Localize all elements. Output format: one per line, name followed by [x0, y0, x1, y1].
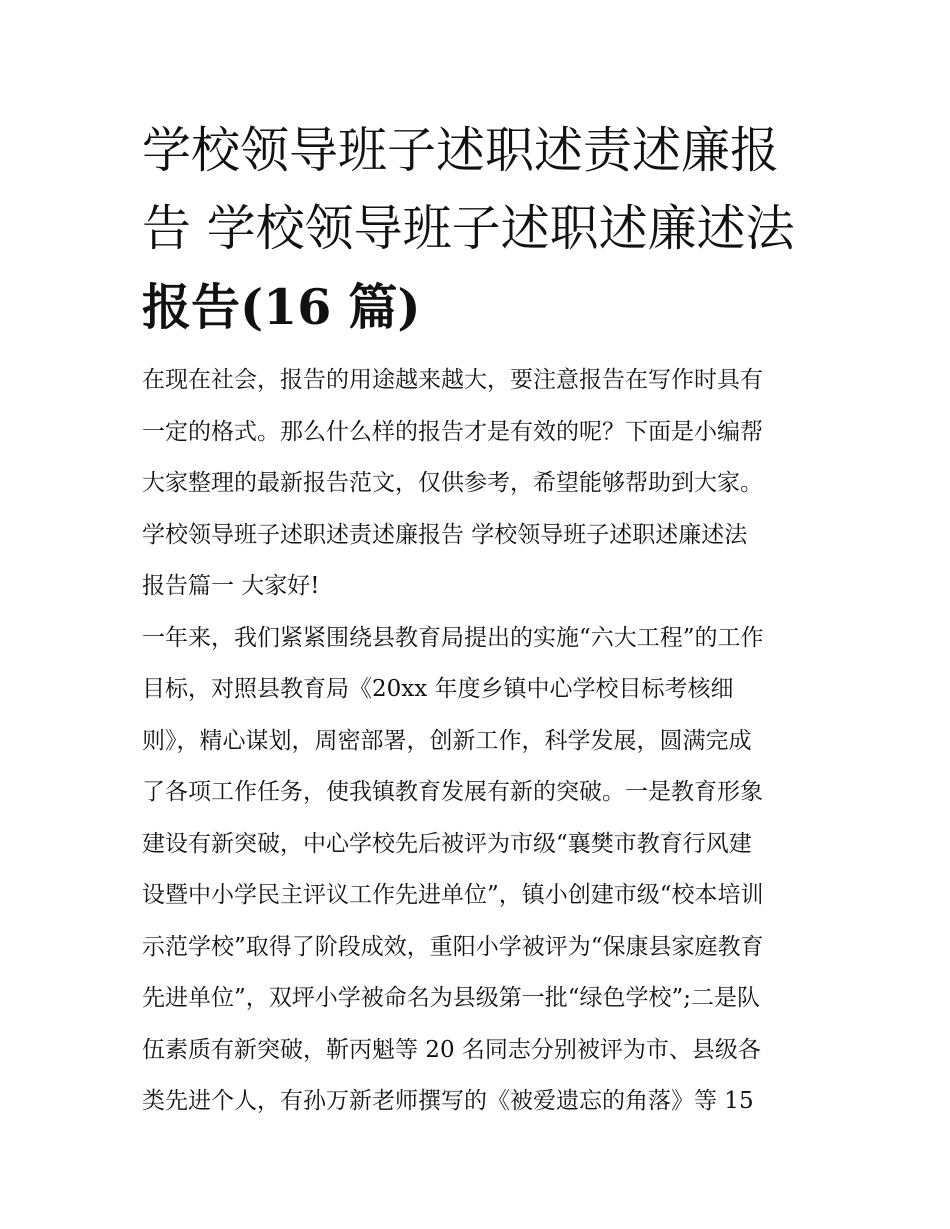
body-line: 类先进个人，有孙万新老师撰写的《被爱遗忘的角落》等 15	[142, 1088, 754, 1114]
title-line: 告 学校领导班子述职述廉述法	[142, 200, 795, 257]
body-line: 了各项工作任务，使我镇教育发展有新的突破。一是教育形象	[142, 779, 763, 805]
body-line: 建设有新突破，中心学校先后被评为市级“襄樊市教育行风建	[142, 830, 752, 857]
body-line: 学校领导班子述职述责述廉报告 学校领导班子述职述廉述法	[142, 521, 748, 548]
document-title	[142, 112, 832, 346]
body-line: 一年来，我们紧紧围绕县教育局提出的实施“六大工程”的工作	[142, 624, 764, 651]
title-line: 学校领导班子述职述责述廉报	[142, 122, 780, 179]
document-body	[142, 355, 842, 1128]
body-line: 在现在社会，报告的用途越来越大，要注意报告在写作时具有	[142, 367, 763, 393]
body-line: 一定的格式。那么什么样的报告才是有效的呢？下面是小编帮	[142, 418, 763, 445]
body-line: 大家整理的最新报告范文，仅供参考，希望能够帮助到大家。	[142, 470, 763, 496]
body-line: 伍素质有新突破，靳丙魁等 20 名同志分别被评为市、县级各	[142, 1036, 761, 1063]
body-line: 报告篇一 大家好!	[142, 573, 320, 599]
body-line: 目标，对照县教育局《20xx 年度乡镇中心学校目标考核细	[142, 676, 734, 702]
title-line: 报告(16 篇)	[142, 278, 421, 336]
body-line: 则》，精心谋划，周密部署，创新工作，科学发展，圆满完成	[142, 727, 752, 754]
body-line: 先进单位”，双坪小学被命名为县级第一批“绿色学校”;二是队	[142, 985, 761, 1011]
body-line: 设暨中小学民主评议工作先进单位”，镇小创建市级“校本培训	[142, 882, 764, 908]
body-line: 示范学校”取得了阶段成效，重阳小学被评为“保康县家庭教育	[142, 933, 764, 960]
